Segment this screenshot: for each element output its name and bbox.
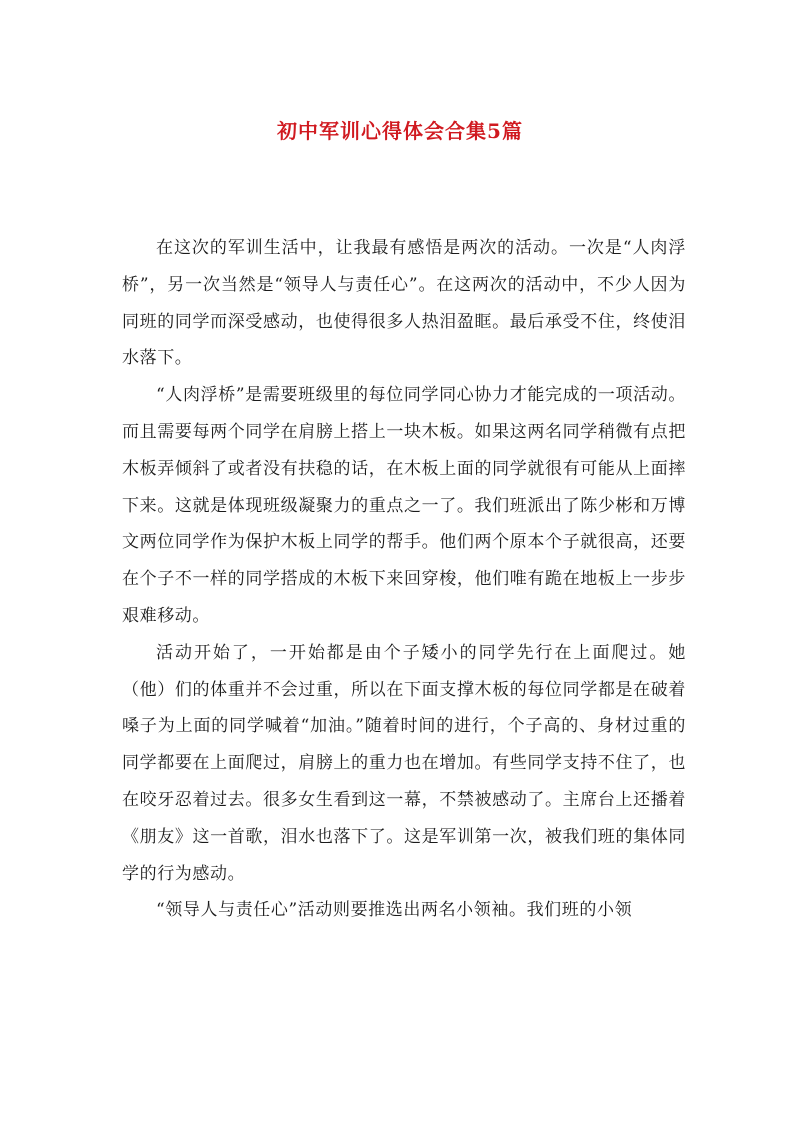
paragraph: “人肉浮桥”是需要班级里的每位同学同心协力才能完成的一项活动。而且需要每两个同学在肩膀上搭上一块木板。如果这两名同学稍微有点把木板弄倾斜了或者没有扶稳的话，在木板上面的同学就很有可能从上面摔下来。这就是体现班级凝聚力的重点之一了。我们班派出了陈少彬和万博文两位同学作为保护木板上同学的帮手。他们两个原本个子就很高，还要在个子不一样的同学搭成的木板下来回穿梭，他们唯有跪在地板上一步步艰难移动。: [122, 385, 686, 626]
document-body: [122, 230, 686, 929]
paragraph: 在这次的军训生活中，让我最有感悟是两次的活动。一次是“人肉浮桥”，另一次当然是“领导人与责任心”。在这两次的活动中，不少人因为同班的同学而深受感动，也使得很多人热泪盈眶。最后承受不住，终使泪水落下。: [122, 238, 686, 369]
paragraph: “领导人与责任心”活动则要推选出两名小领袖。我们班的小领: [156, 900, 633, 921]
document-title: 初中军训心得体会合集5篇: [277, 119, 523, 144]
paragraph: 活动开始了，一开始都是由个子矮小的同学先行在上面爬过。她（他）们的体重并不会过重，所以在下面支撑木板的每位同学都是在破着嗓子为上面的同学喊着“加油。”随着时间的进行，个子高的、身材过重的同学都要在上面爬过，肩膀上的重力也在增加。有些同学支持不住了，也在咬牙忍着过去。很多女生看到这一幕，不禁被感动了。主席台上还播着《朋友》这一首歌，泪水也落下了。这是军训第一次，被我们班的集体同学的行为感动。: [122, 642, 686, 884]
